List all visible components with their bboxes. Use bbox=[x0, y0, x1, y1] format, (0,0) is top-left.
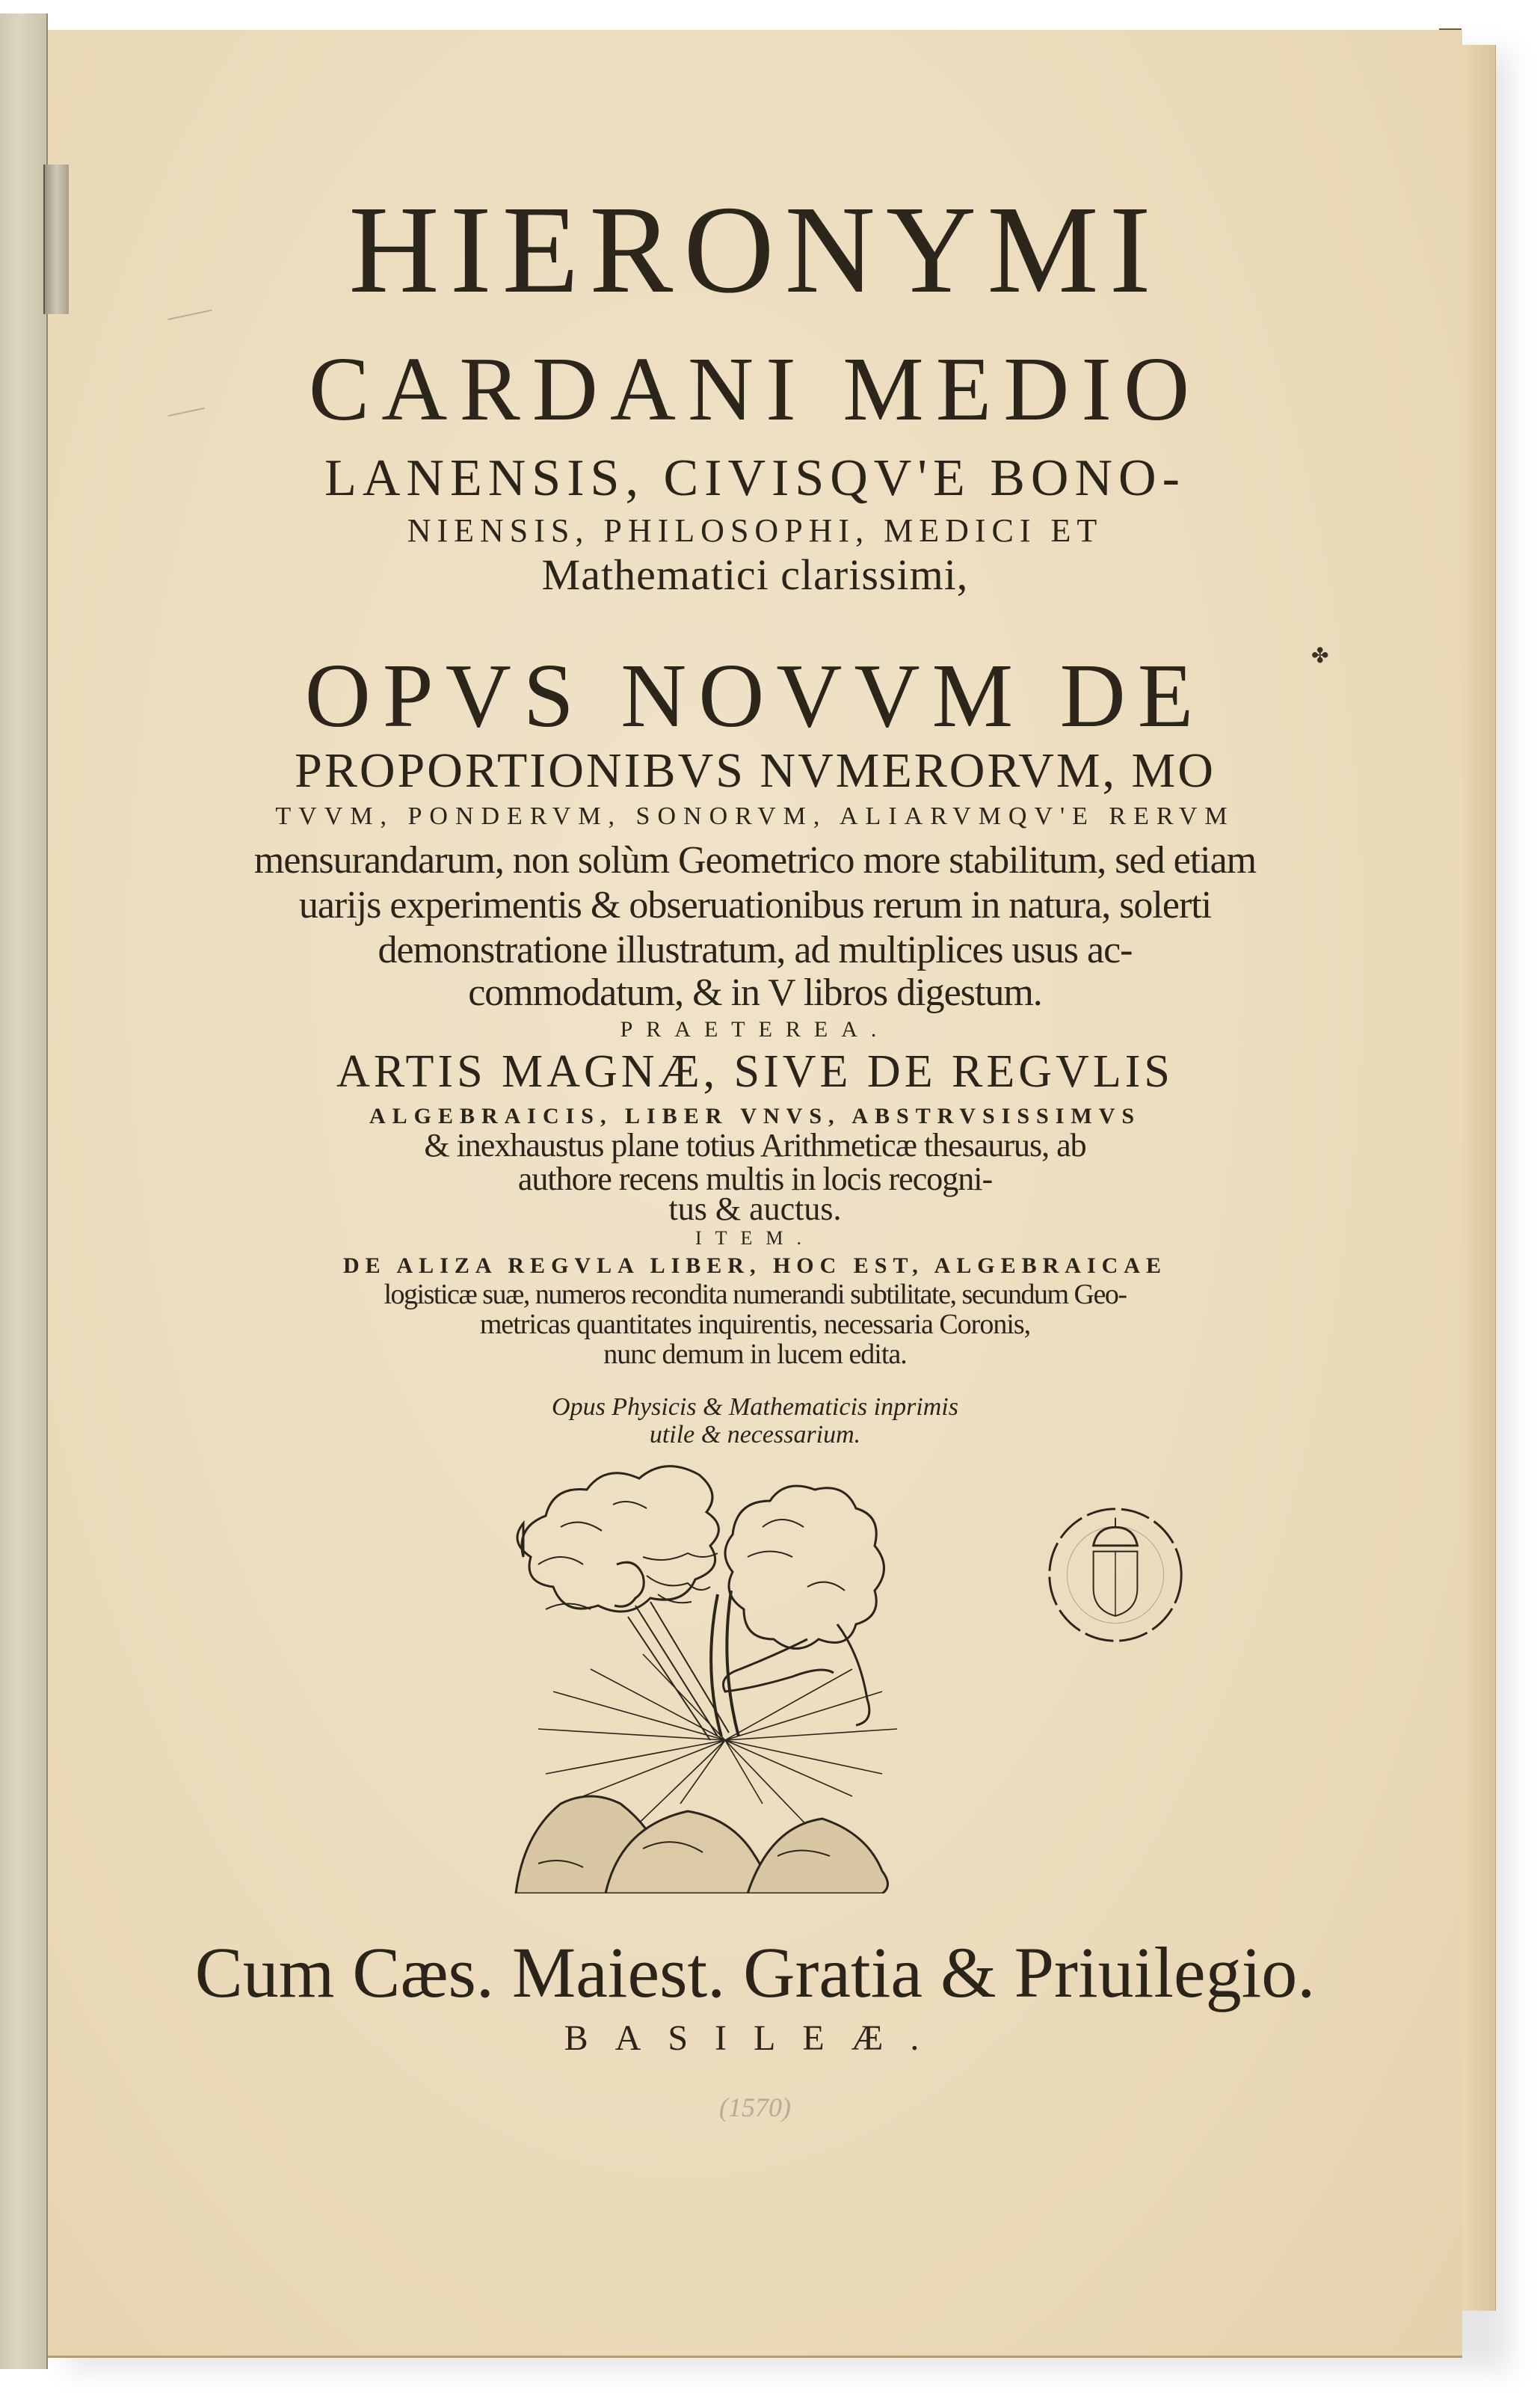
author-name-line-1: HIERONYMI bbox=[348, 180, 1162, 319]
imprint-privilege: Cum Cæs. Maiest. Gratia & Priuilegio. bbox=[194, 1932, 1316, 2012]
work3-desc-line-3: nunc demum in lucem edita. bbox=[603, 1339, 907, 1370]
author-epithet: Mathematici clarissimi, bbox=[541, 550, 969, 599]
motto-line-1: Opus Physicis & Mathematicis inprimis bbox=[552, 1393, 958, 1421]
imprint-place: BASILEÆ. bbox=[564, 2018, 946, 2058]
author-origin-line-1: LANENSIS, CIVISQV'E BONO- bbox=[324, 449, 1186, 507]
work2-title-line-2: ALGEBRAICIS, LIBER VNVS, ABSTRVSISSIMVS bbox=[369, 1104, 1142, 1128]
left-facing-leaf bbox=[0, 13, 48, 2369]
work2-desc-line-1: & inexhaustus plane totius Arithmeticæ thesaurus, ab bbox=[424, 1127, 1086, 1164]
work1-title-line-1: OPVS NOVVM DE bbox=[304, 645, 1206, 746]
work2-desc-line-2: authore recens multis in locis recogni- bbox=[517, 1161, 993, 1197]
printer-ornament-mark: ✤ bbox=[1311, 645, 1329, 668]
title-page bbox=[48, 30, 1462, 2358]
author-name-line-2: CARDANI MEDIO bbox=[308, 339, 1202, 440]
library-stamp bbox=[1042, 1502, 1189, 1648]
work1-title-line-2: PROPORTIONIBVS NVMERORVM, MO bbox=[295, 743, 1216, 798]
pencil-date-annotation: (1570) bbox=[719, 2092, 791, 2122]
work1-desc-line-3: demonstratione illustratum, ad multiplices usus ac- bbox=[378, 929, 1133, 971]
praeterea-label: PRAETEREA. bbox=[620, 1017, 890, 1042]
work2-desc-line-3: tus & auctus. bbox=[668, 1191, 842, 1227]
work1-desc-line-1: mensurandarum, non solùm Geometrico more stabilitum, sed etiam bbox=[253, 839, 1257, 882]
work3-desc-line-2: metricas quantitates inquirentis, necessaria Coronis, bbox=[479, 1309, 1031, 1340]
author-origin-line-2: NIENSIS, PHILOSOPHI, MEDICI ET bbox=[407, 512, 1103, 549]
motto-line-2: utile & necessarium. bbox=[649, 1421, 861, 1449]
work3-title-line-1: DE ALIZA REGVLA LIBER, HOC EST, ALGEBRAICAE bbox=[343, 1253, 1167, 1278]
work3-desc-line-1: logisticæ suæ, numeros recondita numerandi subtilitate, secundum Geo- bbox=[384, 1279, 1127, 1310]
work1-title-line-3: TVVM, PONDERVM, SONORVM, ALIARVMQV'E RERVM bbox=[275, 802, 1235, 830]
work1-desc-line-2: uarijs experimentis & obseruationibus rerum in natura, solerti bbox=[298, 884, 1212, 927]
woodcut-illustration bbox=[493, 1445, 912, 1893]
work1-desc-line-4: commodatum, & in V libros digestum. bbox=[468, 971, 1042, 1014]
work2-title-line-1: ARTIS MAGNÆ, SIVE DE REGVLIS bbox=[336, 1046, 1174, 1097]
item-label: ITEM. bbox=[694, 1227, 816, 1249]
